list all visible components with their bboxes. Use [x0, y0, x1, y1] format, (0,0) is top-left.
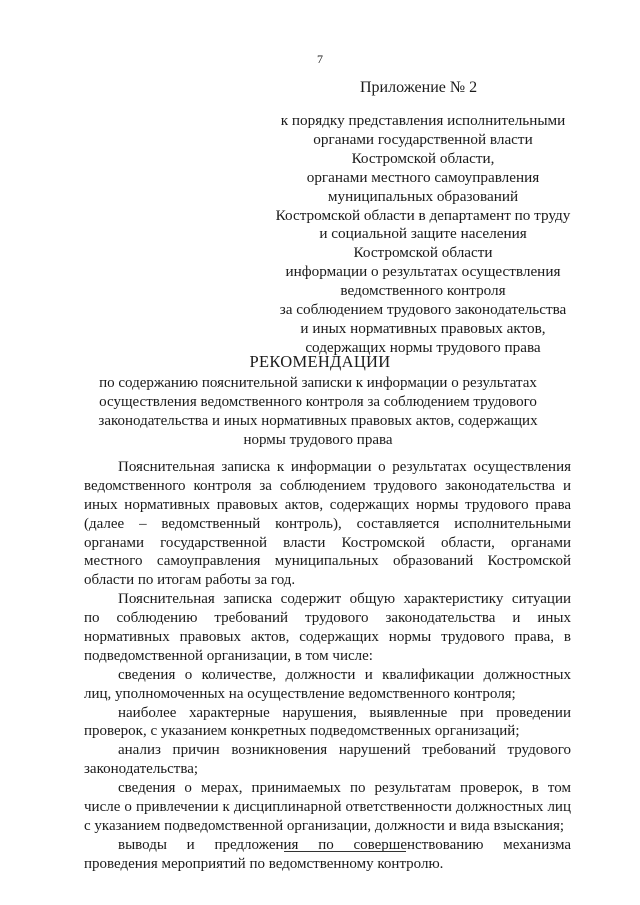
appendix-line: к порядку представления исполнительными [280, 112, 566, 129]
body-line: иных нормативных правовых актов, содержащих нормы трудового права [84, 496, 571, 513]
body-line: органами государственной власти Костромской области, органами [84, 534, 571, 551]
subtitle-line: осуществления ведомственного контроля за соблюдением трудового [99, 393, 537, 410]
appendix-description [262, 112, 584, 358]
appendix-line: за соблюдением трудового законодательства [279, 301, 567, 319]
explanatory-note-body [84, 458, 571, 874]
body-line: (далее – ведомственный контроль), составляется исполнительными [84, 515, 571, 532]
body-line: ведомственного контроля за соблюдением трудового законодательства и [84, 477, 571, 494]
page-number: 7 [317, 52, 323, 66]
body-line: подведомственной организации, в том числе: [84, 647, 373, 664]
body-line: проверок, с указанием конкретных подведомственных организаций; [84, 723, 520, 740]
body-line: наиболее характерные нарушения, выявленные при проведении [118, 704, 571, 721]
subtitle-line: нормы трудового права [243, 431, 393, 448]
body-line: анализ причин возникновения нарушений требований трудового [118, 742, 571, 759]
body-line: с указанием подведомственной организации, должности и вида взыскания; [84, 817, 565, 834]
subtitle-line: законодательства и иных нормативных правовых актов, содержащих [98, 412, 538, 429]
appendix-line: и социальной защите населения [319, 225, 527, 243]
appendix-line: Костромской области в департамент по труду [275, 206, 571, 224]
body-line: местного самоуправления муниципальных образований Костромской [84, 553, 571, 570]
recommendations-subtitle [78, 374, 558, 450]
body-line: числе о привлечении к дисциплинарной ответственности должностных лиц [84, 799, 571, 816]
subtitle-line: по содержанию пояснительной записки к информации о результатах [99, 375, 537, 391]
appendix-line: Костромской области, [351, 149, 495, 167]
appendix-line: информации о результатах осуществления [285, 263, 561, 281]
appendix-line: органами государственной власти [313, 130, 533, 148]
appendix-line: и иных нормативных правовых актов, [300, 319, 546, 337]
body-line: законодательства; [84, 761, 199, 778]
appendix-line: органами местного самоуправления [306, 168, 540, 186]
body-line: по соблюдению требований трудового законодательства и иных [84, 610, 571, 627]
body-line: сведения о количестве, должности и квалификации должностных [118, 666, 571, 683]
body-line: сведения о мерах, принимаемых по результатам проверок, в том [118, 780, 571, 797]
appendix-line: ведомственного контроля [340, 282, 506, 300]
body-line: выводы и предложения по совершенствованию механизма [118, 836, 571, 853]
appendix-line: содержащих нормы трудового права [305, 338, 541, 356]
end-divider [284, 851, 406, 852]
appendix-line: Костромской области [353, 244, 493, 262]
body-line: лиц, уполномоченных на осуществление ведомственного контроля; [84, 685, 516, 702]
body-line: Пояснительная записка содержит общую характеристику ситуации [118, 591, 571, 608]
body-line: Пояснительная записка к информации о результатах осуществления [118, 459, 571, 475]
appendix-line: муниципальных образований [327, 187, 519, 205]
body-line: проведения мероприятий по ведомственному контролю. [84, 855, 444, 872]
appendix-title: Приложение № 2 [360, 79, 478, 96]
body-line: нормативных правовых актов, содержащих нормы трудового права, в [84, 629, 571, 646]
recommendations-title: РЕКОМЕНДАЦИИ [249, 352, 391, 371]
body-line: области по итогам работы за год. [84, 572, 296, 589]
